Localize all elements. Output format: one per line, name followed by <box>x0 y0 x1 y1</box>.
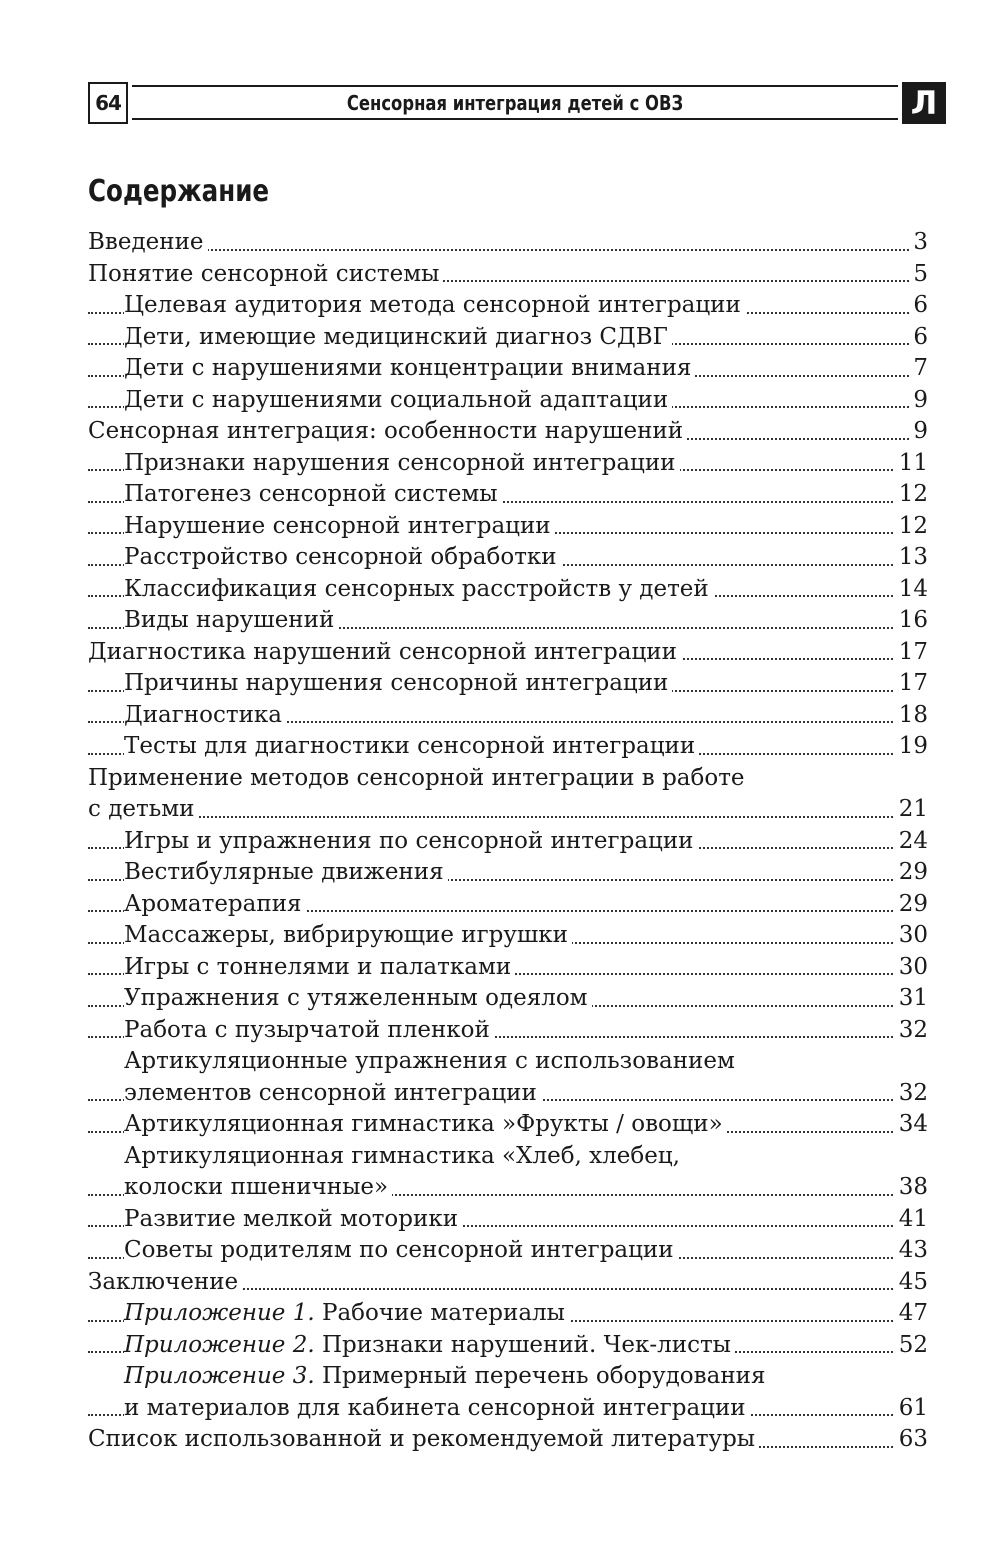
appendix-title: Примерный перечень оборудования <box>321 1363 766 1389</box>
toc-entry-title: Артикуляционная гимнастика »Фрукты / овощи» <box>124 1111 727 1137</box>
toc-entry-title <box>124 1300 569 1326</box>
toc-entry-page: 29 <box>895 889 928 921</box>
toc-entry-classification[interactable] <box>88 574 928 606</box>
header-rule-top <box>132 85 898 87</box>
toc-entry-title: и материалов для кабинета сенсорной интеграции <box>124 1395 750 1421</box>
publisher-logo: Л <box>902 82 946 124</box>
toc-entry-causes[interactable] <box>88 668 928 700</box>
toc-entry-title <box>124 1332 735 1358</box>
toc-entry-page: 3 <box>909 227 928 259</box>
toc-entry-appendix-3-line1[interactable] <box>88 1361 928 1393</box>
toc-entry-page: 9 <box>909 385 928 417</box>
toc-entry-fine-motor[interactable] <box>88 1204 928 1236</box>
toc-entry-tunnels[interactable] <box>88 952 928 984</box>
toc-entry-appendix-1[interactable] <box>88 1298 928 1330</box>
toc-entry-page: 41 <box>895 1204 928 1236</box>
toc-entry-introduction[interactable] <box>88 227 928 259</box>
toc-entry-title: Развитие мелкой моторики <box>124 1206 462 1232</box>
toc-entry-title: Массажеры, вибрирующие игрушки <box>124 922 572 948</box>
toc-entry-conclusion[interactable] <box>88 1267 928 1299</box>
contents-heading: Содержание <box>88 174 270 209</box>
toc-entry-social-adaptation[interactable] <box>88 385 928 417</box>
toc-entry-page: 47 <box>895 1298 928 1330</box>
toc-entry-title: Виды нарушений <box>124 607 338 633</box>
toc-entry-page: 14 <box>895 574 928 606</box>
toc-entry-page: 19 <box>895 731 928 763</box>
toc-entry-title: Игры и упражнения по сенсорной интеграции <box>124 828 697 854</box>
toc-entry-articulation-bread-line1[interactable] <box>88 1141 928 1173</box>
running-title: Сенсорная интеграция детей с ОВЗ <box>346 91 684 115</box>
toc-entry-title: Работа с пузырчатой пленкой <box>124 1017 494 1043</box>
toc-entry-title: элементов сенсорной интеграции <box>124 1080 541 1106</box>
toc-entry-target-audience[interactable] <box>88 290 928 322</box>
toc-entry-appendix-2[interactable] <box>88 1330 928 1362</box>
toc-entry-page: 34 <box>895 1109 928 1141</box>
appendix-title: Рабочие материалы <box>321 1300 565 1326</box>
page-number: 64 <box>88 82 128 124</box>
toc-entry-diagnostics[interactable] <box>88 700 928 732</box>
toc-entry-diagnostic-tests[interactable] <box>88 731 928 763</box>
toc-entry-weighted-blanket[interactable] <box>88 983 928 1015</box>
toc-entry-page: 7 <box>909 353 928 385</box>
toc-entry-page: 32 <box>895 1015 928 1047</box>
toc-entry-parent-advice[interactable] <box>88 1235 928 1267</box>
toc-entry-page: 12 <box>895 479 928 511</box>
toc-entry-signs-of-disorder[interactable] <box>88 448 928 480</box>
toc-entry-methods-application-line1[interactable] <box>88 763 928 795</box>
toc-entry-processing-disorder[interactable] <box>88 542 928 574</box>
toc-entry-page: 29 <box>895 857 928 889</box>
toc-entry-articulation-bread-line2[interactable] <box>88 1172 928 1204</box>
toc-entry-massagers[interactable] <box>88 920 928 952</box>
toc-entry-articulation-fruits[interactable] <box>88 1109 928 1141</box>
toc-entry-title: Советы родителям по сенсорной интеграции <box>124 1237 678 1263</box>
dot-leader <box>88 249 928 251</box>
toc-entry-bubble-wrap[interactable] <box>88 1015 928 1047</box>
toc-entry-title: Диагностика нарушений сенсорной интеграции <box>88 639 681 665</box>
toc-entry-page: 17 <box>895 637 928 669</box>
toc-entry-title: Применение методов сенсорной интеграции в работе <box>88 764 745 791</box>
toc-entry-aromatherapy[interactable] <box>88 889 928 921</box>
toc-entry-page: 12 <box>895 511 928 543</box>
toc-entry-page: 9 <box>909 416 928 448</box>
toc-entry-title: Причины нарушения сенсорной интеграции <box>124 670 672 696</box>
toc-entry-title: Расстройство сенсорной обработки <box>124 544 561 570</box>
toc-entry-page: 32 <box>895 1078 928 1110</box>
toc-entry-page: 17 <box>895 668 928 700</box>
toc-entry-page: 24 <box>895 826 928 858</box>
toc-entry-diagnostics-of-disorders[interactable] <box>88 637 928 669</box>
toc-entry-methods-application-line2[interactable] <box>88 794 928 826</box>
toc-entry-page: 52 <box>895 1330 928 1362</box>
toc-entry-title: Заключение <box>88 1269 242 1295</box>
toc-entry-title: Признаки нарушения сенсорной интеграции <box>124 450 680 476</box>
toc-entry-title: Сенсорная интеграция: особенности нарушений <box>88 418 687 444</box>
toc-entry-sensory-system-concept[interactable] <box>88 259 928 291</box>
toc-entry-appendix-3-line2[interactable] <box>88 1393 928 1425</box>
toc-entry-title: Артикуляционная гимнастика «Хлеб, хлебец, <box>124 1142 680 1169</box>
toc-entry-page: 43 <box>895 1235 928 1267</box>
appendix-title: Признаки нарушений. Чек-листы <box>321 1331 731 1358</box>
toc-entry-title: Патогенез сенсорной системы <box>124 481 502 507</box>
toc-entry-page: 5 <box>909 259 928 291</box>
toc-entry-games-exercises[interactable] <box>88 826 928 858</box>
toc-entry-page: 31 <box>895 983 928 1015</box>
toc-entry-title: Артикуляционные упражнения с использованием <box>124 1048 735 1074</box>
toc-entry-articulation-exercises-line2[interactable] <box>88 1078 928 1110</box>
toc-entry-title: Введение <box>88 229 208 255</box>
toc-entry-adhd-children[interactable] <box>88 322 928 354</box>
toc-entry-title: Тесты для диагностики сенсорной интеграции <box>124 733 699 759</box>
dot-leader <box>88 816 928 818</box>
toc-entry-page: 21 <box>895 794 928 826</box>
toc-entry-page: 38 <box>895 1172 928 1204</box>
toc-entry-title: Дети с нарушениями концентрации внимания <box>124 355 695 381</box>
toc-entry-page: 6 <box>909 290 928 322</box>
toc-entry-title <box>124 1363 766 1389</box>
toc-entry-types-of-disorders[interactable] <box>88 605 928 637</box>
toc-entry-page: 11 <box>895 448 928 480</box>
toc-entry-title: Нарушение сенсорной интеграции <box>124 513 555 539</box>
toc-entry-page: 30 <box>895 952 928 984</box>
toc-entry-page: 16 <box>895 605 928 637</box>
toc-entry-pathogenesis[interactable] <box>88 479 928 511</box>
toc-entry-title: Дети, имеющие медицинский диагноз СДВГ <box>124 324 672 350</box>
toc-entry-page: 13 <box>895 542 928 574</box>
toc-entry-title: Вестибулярные движения <box>124 859 448 885</box>
toc-entry-page: 45 <box>895 1267 928 1299</box>
toc-entry-articulation-exercises-line1[interactable] <box>88 1046 928 1078</box>
header-rule-bottom <box>132 118 898 120</box>
toc-entry-attention-disorders[interactable] <box>88 353 928 385</box>
toc-entry-title: Игры с тоннелями и палатками <box>124 954 515 980</box>
toc-entry-page: 18 <box>895 700 928 732</box>
toc-entry-title: с детьми <box>88 796 198 822</box>
running-header <box>88 82 946 126</box>
toc-entry-integration-disorder[interactable] <box>88 511 928 543</box>
toc-entry-page: 63 <box>895 1424 928 1456</box>
toc-entry-title: Диагностика <box>124 702 286 728</box>
toc-entry-title: Дети с нарушениями социальной адаптации <box>124 387 672 413</box>
toc-entry-page: 6 <box>909 322 928 354</box>
toc-entry-title: Понятие сенсорной системы <box>88 261 443 287</box>
toc-entry-sensory-integration-features[interactable] <box>88 416 928 448</box>
toc-entry-title: Классификация сенсорных расстройств у детей <box>124 576 713 602</box>
toc-entry-title: Целевая аудитория метода сенсорной интеграции <box>124 292 745 318</box>
toc-entry-title: колоски пшеничные» <box>124 1174 392 1200</box>
toc-entry-bibliography[interactable] <box>88 1424 928 1456</box>
toc-entry-vestibular[interactable] <box>88 857 928 889</box>
toc-entry-title: Ароматерапия <box>124 891 306 917</box>
toc-entry-title: Упражнения с утяжеленным одеялом <box>124 985 592 1011</box>
appendix-label: Приложение 2. <box>124 1331 315 1358</box>
appendix-label: Приложение 1. <box>124 1300 315 1326</box>
table-of-contents <box>88 227 928 1456</box>
toc-entry-page: 61 <box>895 1393 928 1425</box>
toc-entry-title: Список использованной и рекомендуемой литературы <box>88 1426 759 1452</box>
toc-entry-page: 30 <box>895 920 928 952</box>
appendix-label: Приложение 3. <box>124 1363 315 1389</box>
